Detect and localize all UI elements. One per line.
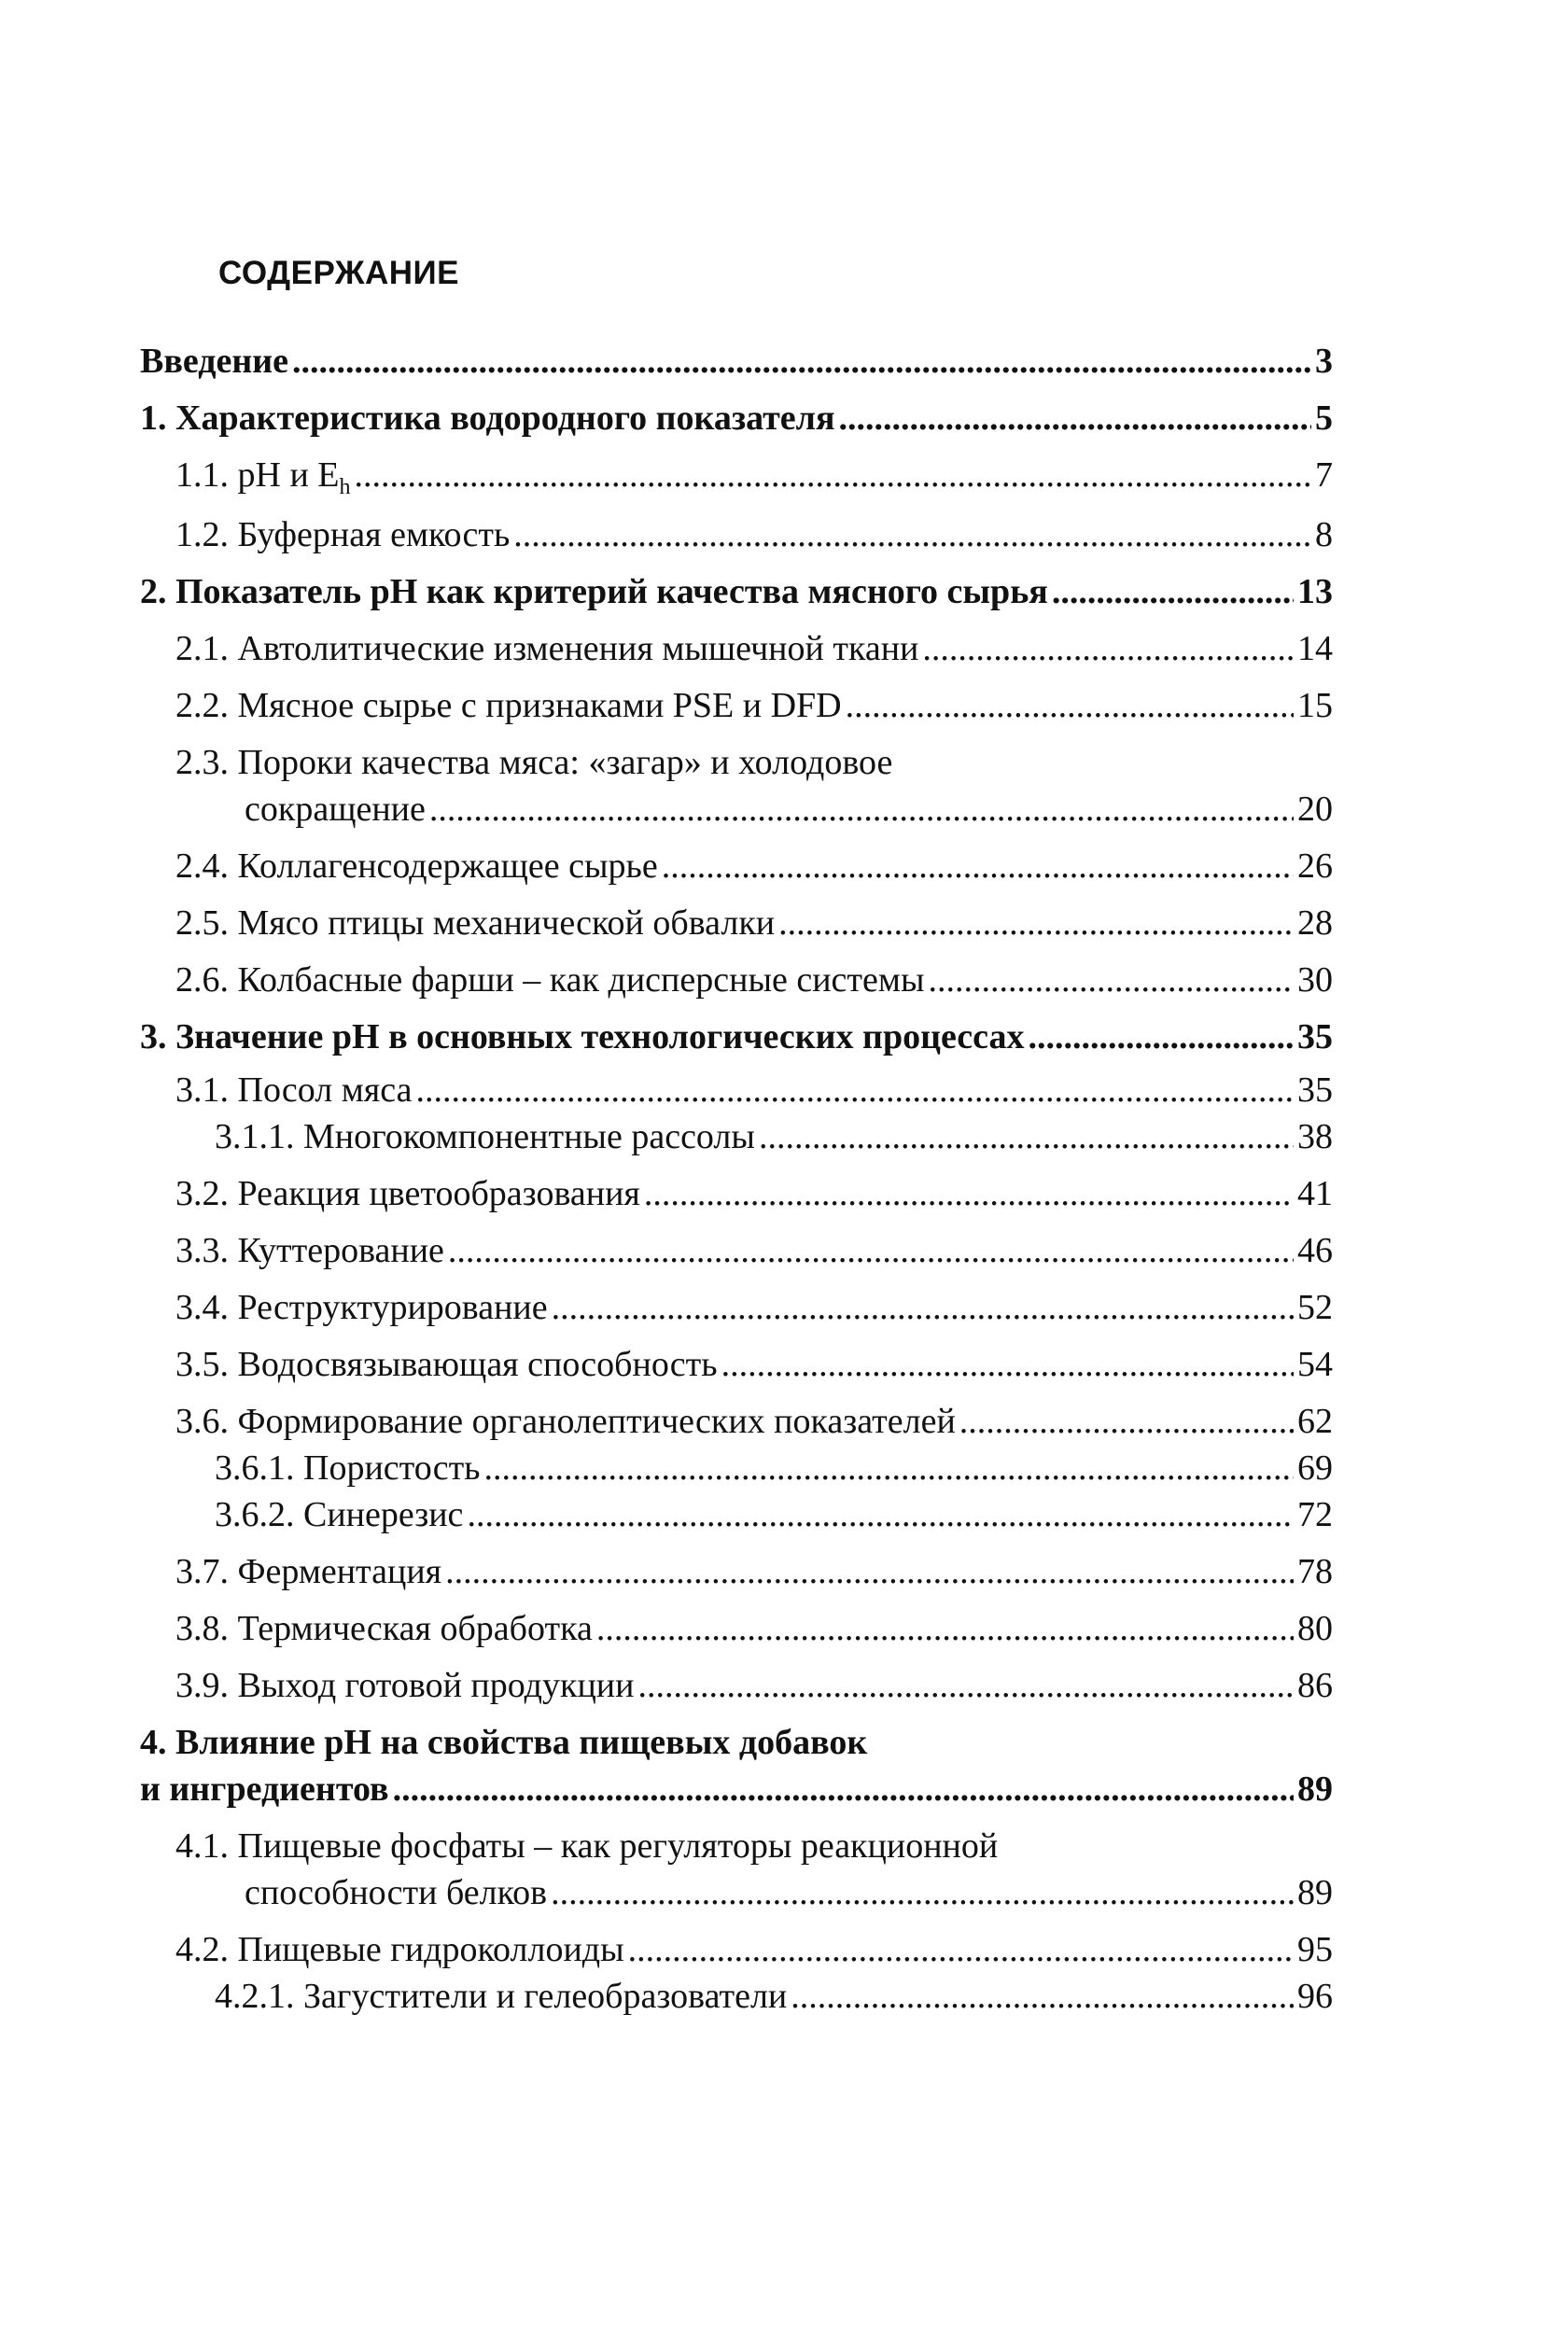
toc-entry-page-number: 52 xyxy=(1297,1288,1333,1327)
toc-entry-title: 1.2. Буферная емкость xyxy=(175,515,511,554)
toc-entry-page-number: 86 xyxy=(1297,1666,1333,1705)
dot-leader xyxy=(959,1398,1294,1445)
toc-entry-page-number: 38 xyxy=(1297,1117,1333,1156)
toc-entry[interactable] xyxy=(140,1605,1333,1652)
toc-entry[interactable] xyxy=(140,625,1333,672)
dot-leader xyxy=(637,1662,1294,1709)
toc-entry[interactable] xyxy=(140,957,1333,1003)
toc-entry-title: и ингредиентов xyxy=(140,1769,389,1809)
toc-entry[interactable] xyxy=(140,395,1333,441)
toc-entry-title: 4.2.1. Загустители и гелеобразователи xyxy=(215,1977,788,2016)
toc-entry[interactable] xyxy=(140,452,1333,498)
toc-entry-page-number: 30 xyxy=(1297,960,1333,1000)
toc-entry-title-line1: 2.3. Пороки качества мяса: «загар» и холодовое xyxy=(175,743,893,782)
toc-entry[interactable] xyxy=(140,511,1333,558)
toc-entry-title: 3.3. Куттерование xyxy=(175,1231,444,1270)
dot-leader xyxy=(552,1284,1294,1331)
toc-entry[interactable] xyxy=(140,1113,1333,1160)
toc-entry-page-number: 89 xyxy=(1297,1873,1333,1912)
dot-leader xyxy=(791,1973,1294,2020)
dot-leader xyxy=(448,1227,1294,1274)
dot-leader xyxy=(628,1926,1294,1973)
toc-entry[interactable] xyxy=(140,1823,1333,1916)
toc-entry[interactable] xyxy=(140,1284,1333,1331)
toc-entry-page-number: 14 xyxy=(1297,629,1333,668)
toc-entry-page-number: 26 xyxy=(1297,846,1333,886)
toc-entry-page-number: 20 xyxy=(1297,790,1333,829)
page-title: СОДЕРЖАНИЕ xyxy=(218,255,460,291)
toc-entry-page-number: 5 xyxy=(1315,399,1333,438)
dot-leader xyxy=(922,625,1294,672)
toc-entry[interactable] xyxy=(140,1341,1333,1388)
toc-entry-title: 3.1.1. Многокомпонентные рассолы xyxy=(215,1117,755,1156)
toc-entry[interactable] xyxy=(140,682,1333,729)
dot-leader xyxy=(778,900,1294,946)
toc-entry[interactable] xyxy=(140,900,1333,946)
toc-entry[interactable] xyxy=(140,1926,1333,1973)
toc-entry[interactable] xyxy=(140,1014,1333,1060)
dot-leader xyxy=(513,511,1311,558)
toc-entry-page-number: 72 xyxy=(1297,1495,1333,1534)
toc-entry-title: 2.1. Автолитические изменения мышечной ткани xyxy=(175,629,919,668)
toc-entry-page-number: 15 xyxy=(1297,686,1333,725)
toc-entry-page-number: 13 xyxy=(1297,572,1333,611)
dot-leader xyxy=(644,1170,1294,1217)
toc-entry-title: 2. Показатель pH как критерий качества мясного сырья xyxy=(140,572,1048,611)
toc-entry-page-number: 95 xyxy=(1297,1930,1333,1969)
toc-entry-title: 1.1. pH и $E_h$ xyxy=(175,455,351,499)
toc-entry-title: 3.6. Формирование органолептических показателей xyxy=(175,1402,956,1441)
dot-leader xyxy=(355,452,1312,498)
dot-leader xyxy=(928,957,1294,1003)
toc-entry-page-number: 28 xyxy=(1297,903,1333,943)
dot-leader xyxy=(1029,1014,1295,1060)
toc-entry-page-number: 78 xyxy=(1297,1552,1333,1591)
toc-entry-title: 1. Характеристика водородного показателя xyxy=(140,399,835,438)
toc-entry[interactable] xyxy=(140,1973,1333,2020)
toc-entry-page-number: 3 xyxy=(1315,342,1333,381)
toc-entry-title: 3.6.1. Пористость xyxy=(215,1448,481,1488)
toc-entry-page-number: 62 xyxy=(1297,1402,1333,1441)
dot-leader xyxy=(467,1491,1294,1538)
dot-leader xyxy=(759,1113,1294,1160)
toc-entry-page-number: 89 xyxy=(1297,1769,1333,1809)
toc-entry[interactable] xyxy=(140,568,1333,615)
toc-entry-title: сокращение xyxy=(245,790,426,829)
dot-leader xyxy=(484,1445,1295,1491)
toc-entry[interactable] xyxy=(140,739,1333,832)
toc-entry-page-number: 8 xyxy=(1315,515,1333,554)
toc-entry-title: 3.8. Термическая обработка xyxy=(175,1609,593,1648)
toc-entry-title: 2.2. Мясное сырье с признаками PSE и DFD xyxy=(175,686,842,725)
toc-entry-page-number: 7 xyxy=(1315,455,1333,495)
toc-entry[interactable] xyxy=(140,1227,1333,1274)
toc-entry-page-number: 54 xyxy=(1297,1345,1333,1384)
toc-entry-page-number: 35 xyxy=(1297,1070,1333,1110)
toc-entry[interactable] xyxy=(140,1491,1333,1538)
toc-entry-subscript: h xyxy=(339,475,351,499)
toc-entry-page-number: 46 xyxy=(1297,1231,1333,1270)
dot-leader xyxy=(415,1067,1294,1113)
dot-leader xyxy=(662,843,1294,889)
toc-entry-title: 4.2. Пищевые гидроколлоиды xyxy=(175,1930,624,1969)
toc-entry-title: 3.2. Реакция цветообразования xyxy=(175,1174,640,1213)
toc-entry-title: 3.5. Водосвязывающая способность xyxy=(175,1345,718,1384)
dot-leader xyxy=(846,682,1294,729)
toc-entry-title: 3.4. Реструктурирование xyxy=(175,1288,548,1327)
toc-entry-page-number: 96 xyxy=(1297,1977,1333,2016)
toc-entry[interactable] xyxy=(140,1719,1333,1812)
toc-entry[interactable] xyxy=(140,1067,1333,1113)
toc-entry-title: Введение xyxy=(140,342,288,381)
toc-entry-title-line1: 4. Влияние pH на свойства пищевых добавок xyxy=(140,1723,868,1762)
dot-leader xyxy=(429,786,1294,832)
toc-entry-title: 3.1. Посол мяса xyxy=(175,1070,413,1110)
toc-entry[interactable] xyxy=(140,338,1333,385)
toc-entry-title: 2.6. Колбасные фарши – как дисперсные системы xyxy=(175,960,925,1000)
toc-entry-page-number: 69 xyxy=(1297,1448,1333,1488)
dot-leader xyxy=(393,1766,1294,1812)
toc-entry-title-line1: 4.1. Пищевые фосфаты – как регуляторы реакционной xyxy=(175,1826,999,1866)
toc-entry-title: способности белков xyxy=(245,1873,548,1912)
toc-entry[interactable] xyxy=(140,1398,1333,1445)
toc-entry-title: 2.5. Мясо птицы механической обвалки xyxy=(175,903,776,943)
toc-entry-page-number: 35 xyxy=(1297,1017,1333,1056)
toc-entry-title: 3.9. Выход готовой продукции xyxy=(175,1666,635,1705)
dot-leader xyxy=(551,1869,1294,1916)
toc-entry[interactable] xyxy=(140,1662,1333,1709)
dot-leader xyxy=(596,1605,1294,1652)
toc-entry-title: 3.6.2. Синерезис xyxy=(215,1495,464,1534)
toc-entry-title: 3.7. Ферментация xyxy=(175,1552,442,1591)
toc-entry-page-number: 41 xyxy=(1297,1174,1333,1213)
toc-entry-title: 2.4. Коллагенсодержащее сырье xyxy=(175,846,658,886)
toc-entry[interactable] xyxy=(140,843,1333,889)
toc-entry[interactable] xyxy=(140,1445,1333,1491)
toc-entry[interactable] xyxy=(140,1548,1333,1595)
table-of-contents xyxy=(140,338,1333,2020)
toc-entry[interactable] xyxy=(140,1170,1333,1217)
dot-leader xyxy=(839,395,1311,441)
dot-leader xyxy=(721,1341,1294,1388)
dot-leader xyxy=(1052,568,1294,615)
toc-entry-page-number: 80 xyxy=(1297,1609,1333,1648)
toc-entry-title: 3. Значение pH в основных технологических процессах xyxy=(140,1017,1025,1056)
dot-leader xyxy=(292,338,1311,385)
dot-leader xyxy=(445,1548,1294,1595)
